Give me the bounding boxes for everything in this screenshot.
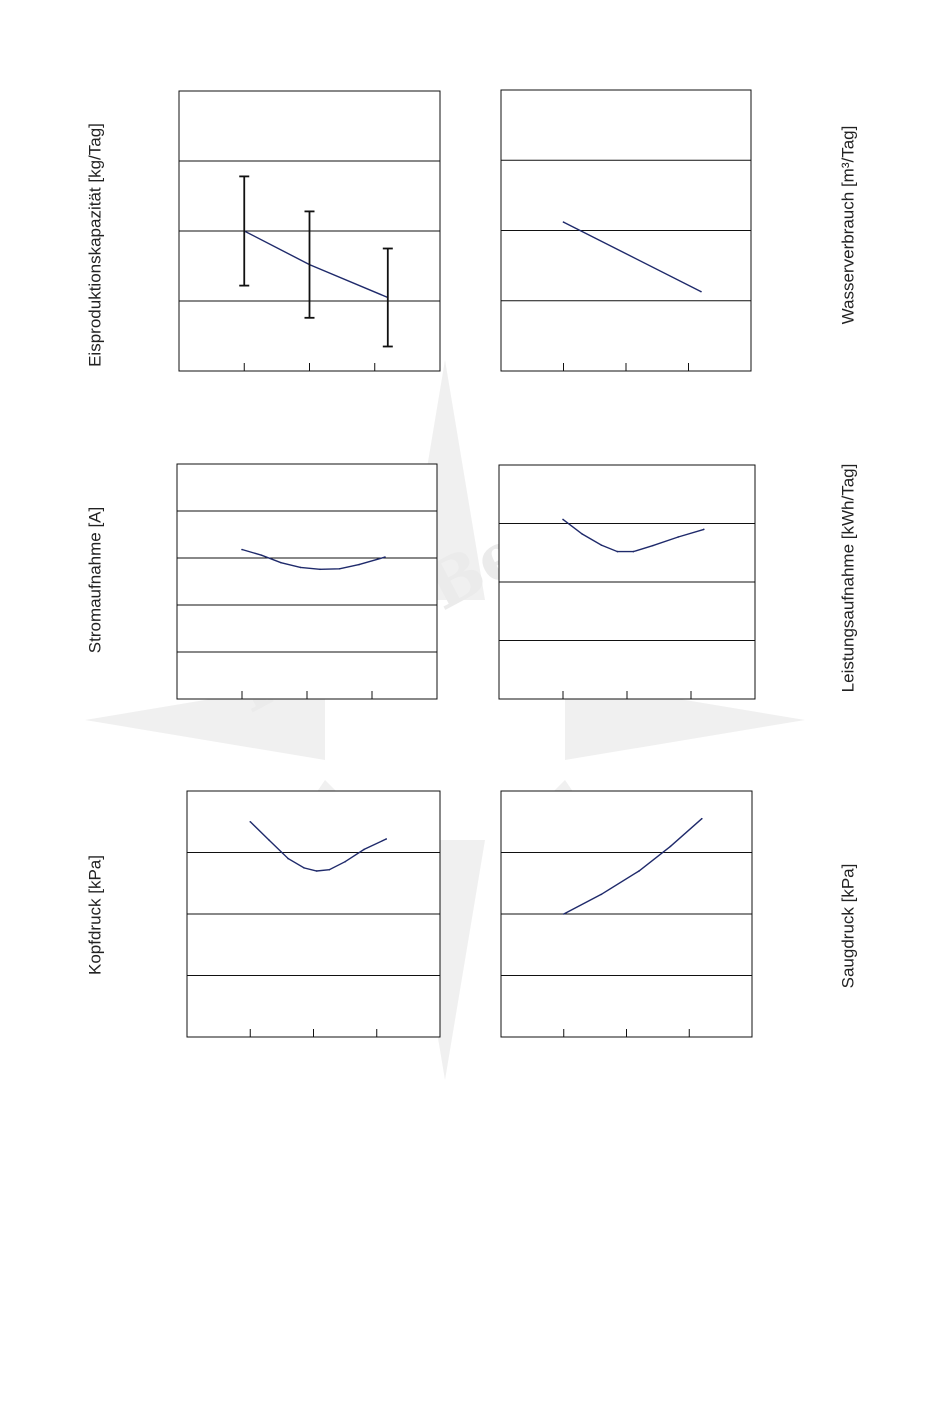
y-axis-label: Wasserverbrauch [m³/Tag]: [838, 125, 858, 325]
y-axis-label: Kopfdruck [kPa]: [85, 854, 105, 976]
data-point: [563, 221, 565, 223]
data-point: [601, 544, 603, 546]
data-point: [677, 536, 679, 538]
data-point: [363, 849, 365, 851]
data-point: [249, 821, 251, 823]
data-point: [701, 818, 703, 820]
data-point: [280, 562, 282, 564]
data-point: [563, 913, 565, 915]
data-point: [268, 839, 270, 841]
chart-wasserverbrauch: [501, 90, 857, 371]
chart-eisproduktion: [85, 91, 440, 371]
data-point: [385, 838, 387, 840]
chart-leistungsaufnahme: [499, 464, 857, 699]
data-point: [633, 551, 635, 553]
data-point: [261, 554, 263, 556]
data-point: [241, 549, 243, 551]
data-point: [601, 894, 603, 896]
y-axis-label: Saugdruck [kPa]: [838, 863, 858, 989]
y-axis-label: Stromaufnahme [A]: [85, 506, 105, 654]
data-point: [670, 846, 672, 848]
data-point: [339, 568, 341, 570]
chart-kopfdruck: [85, 791, 440, 1037]
chart-saugdruck: [501, 791, 857, 1037]
data-point: [581, 533, 583, 535]
y-axis-label: Leistungsaufnahme [kWh/Tag]: [838, 463, 858, 693]
data-point: [700, 291, 702, 293]
data-point: [329, 869, 331, 871]
y-axis-label: Eisproduktionskapazität [kg/Tag]: [85, 123, 105, 367]
data-point: [287, 858, 289, 860]
data-point: [319, 568, 321, 570]
data-point: [303, 867, 305, 869]
plot-frame: [177, 464, 437, 699]
data-point: [344, 861, 346, 863]
data-point: [703, 529, 705, 531]
data-point: [562, 519, 564, 521]
data-point: [384, 556, 386, 558]
data-point: [300, 567, 302, 569]
data-point: [617, 551, 619, 553]
data-point: [638, 870, 640, 872]
data-point: [358, 564, 360, 566]
chart-stromaufnahme: [85, 464, 437, 699]
data-point: [652, 545, 654, 547]
data-point: [316, 870, 318, 872]
